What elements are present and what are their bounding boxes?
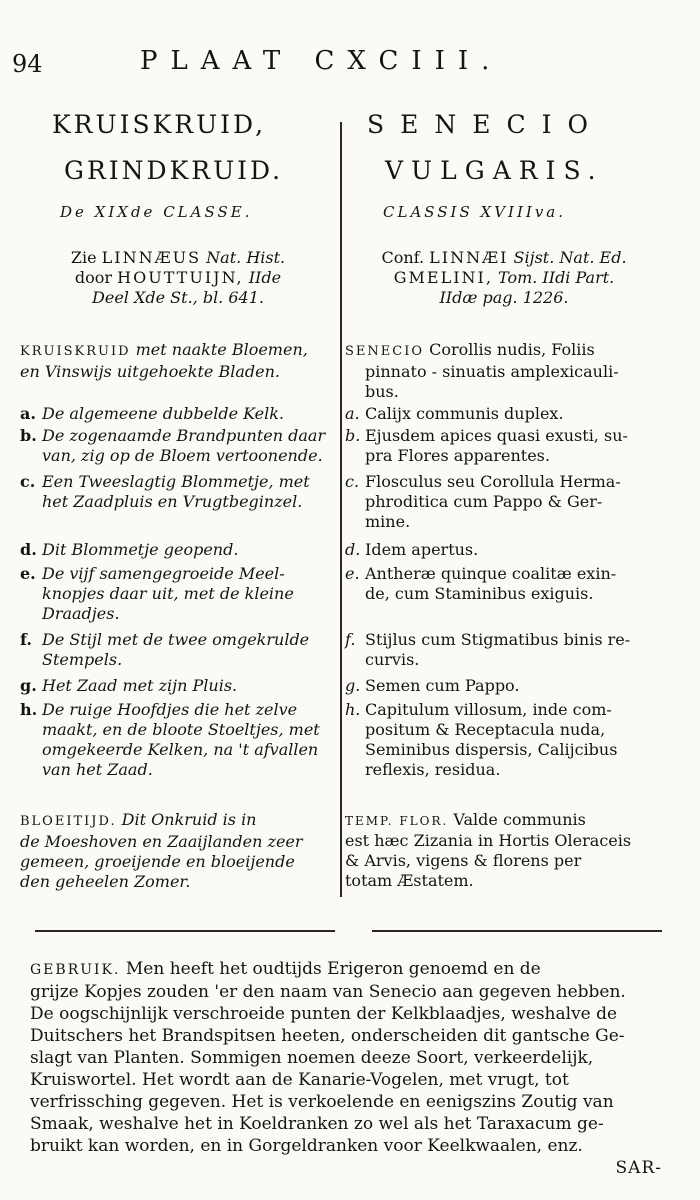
item-key: f.: [20, 630, 32, 649]
item-key: d.: [345, 540, 361, 559]
gebruik-line: Duitschers het Brandspitsen heeten, onderscheiden dit gantsche Ge-: [30, 1026, 625, 1046]
item-key: h.: [345, 700, 361, 719]
item-key: a.: [20, 404, 36, 423]
ref-part: Deel Xde St., bl. 641.: [92, 288, 264, 307]
bloeitijd-line: de Moeshoven en Zaaijlanden zeer: [20, 832, 303, 851]
temp-flor-label: TEMP. FLOR.: [345, 814, 449, 828]
temp-flor-line: Valde communis: [453, 810, 586, 829]
item-line: de, cum Staminibus exiguis.: [365, 584, 594, 603]
item-key: e.: [345, 564, 360, 583]
item-key: d.: [20, 540, 37, 559]
page-number: 94: [12, 50, 43, 78]
item-line: positum & Receptacula nuda,: [365, 720, 606, 739]
item-line: De Stijl met de twee omgekrulde: [42, 630, 310, 649]
section-rule-left: [35, 930, 335, 932]
bloeitijd-line: den geheelen Zomer.: [20, 872, 191, 891]
desc-label: SENECIO: [345, 344, 424, 359]
item-key: b.: [345, 426, 361, 445]
temp-flor-line: & Arvis, vigens & florens per: [345, 851, 582, 870]
latin-title-line2: VULGARIS.: [385, 156, 604, 185]
item-line: reflexis, residua.: [365, 760, 501, 779]
ref-translator: HOUTTUIJN,: [117, 268, 244, 287]
gebruik-line: bruikt kan worden, en in Gorgeldranken voor Keelkwaalen, enz.: [30, 1136, 583, 1156]
bloeitijd-line: Dit Onkruid is in: [121, 810, 257, 829]
ref-part: IIdæ pag. 1226.: [439, 288, 569, 307]
item-line: Stempels.: [42, 650, 123, 669]
item-line: Idem apertus.: [365, 540, 479, 559]
gebruik-line: De oogschijnlijk verschroeide punten der Kelkblaadjes, weshalve de: [30, 1004, 618, 1024]
dutch-classe: De XIXde CLASSE.: [60, 203, 253, 221]
item-key: b.: [20, 426, 37, 445]
item-line: De zogenaamde Brandpunten daar: [42, 426, 326, 445]
gebruik-line: Smaak, weshalve het in Koeldranken zo wel als het Taraxacum ge-: [30, 1114, 604, 1134]
ref-door: door: [74, 268, 113, 287]
desc-line2: pinnato - sinuatis amplexicauli-: [365, 362, 619, 381]
temp-flor-line: totam Æstatem.: [345, 871, 474, 890]
gebruik-line: Men heeft het oudtijds Erigeron genoemd en de: [125, 959, 541, 979]
item-key: c.: [20, 472, 36, 491]
dutch-bloeitijd: [20, 810, 303, 892]
gebruik-line: verfrissching gegeven. Het is verkoelende en eenigszins Zoutig van: [30, 1092, 614, 1112]
item-line: Stijlus cum Stigmatibus binis re-: [365, 630, 631, 649]
item-line: mine.: [365, 512, 411, 531]
dutch-title-line2: GRINDKRUID.: [64, 156, 284, 185]
latin-description: [345, 340, 619, 402]
item-key: g.: [345, 676, 361, 695]
temp-flor-line: est hæc Zizania in Hortis Oleraceis: [345, 831, 632, 850]
item-line: curvis.: [365, 650, 420, 669]
dutch-description: [20, 340, 308, 382]
item-line: knopjes daar uit, met de kleine: [42, 584, 294, 603]
item-line: van, zig op de Bloem vertoonende.: [42, 446, 323, 465]
item-line: Dit Blommetje geopend.: [42, 540, 239, 559]
bloeitijd-label: BLOEITIJD.: [20, 814, 117, 829]
item-key: h.: [20, 700, 38, 719]
column-divider: [340, 122, 342, 897]
gebruik-line: grijze Kopjes zouden 'er den naam van Senecio aan gegeven hebben.: [30, 982, 626, 1002]
item-line: maakt, en de bloote Stoeltjes, met: [42, 720, 320, 739]
item-line: het Zaadpluis en Vrugtbeginzel.: [42, 492, 303, 511]
latin-title-line1: SENECIO: [367, 110, 604, 139]
gebruik-line: Kruiswortel. Het wordt aan de Kanarie-Vogelen, met vrugt, tot: [30, 1070, 569, 1090]
desc-line2: en Vinswijs uitgehoekte Bladen.: [20, 362, 280, 381]
item-line: De ruige Hoofdjes die het zelve: [42, 700, 298, 719]
latin-classis: CLASSIS XVIIIva.: [383, 203, 566, 221]
desc-label: KRUISKRUID: [20, 344, 131, 359]
latin-reference: [345, 248, 663, 308]
item-key: e.: [20, 564, 36, 583]
item-line: Capitulum villosum, inde com-: [365, 700, 612, 719]
catchword: SAR-: [615, 1158, 662, 1178]
bloeitijd-line: gemeen, groeijende en bloeijende: [20, 852, 295, 871]
gebruik-line: slagt van Planten. Sommigen noemen deeze Soort, verkeerdelijk,: [30, 1048, 594, 1068]
item-key: f.: [345, 630, 356, 649]
item-line: van het Zaad.: [42, 760, 153, 779]
item-line: Een Tweeslagtig Blommetje, met: [42, 472, 310, 491]
ref-work: Sijst. Nat. Ed.: [513, 248, 627, 267]
item-line: Draadjes.: [42, 604, 120, 623]
item-key: c.: [345, 472, 360, 491]
item-line: Flosculus seu Corollula Herma-: [365, 472, 621, 491]
desc-line3: bus.: [365, 382, 399, 401]
gebruik-label: GEBRUIK.: [30, 962, 121, 978]
item-key: g.: [20, 676, 37, 695]
desc-line1: met naakte Bloemen,: [135, 340, 308, 359]
item-line: Antheræ quinque coalitæ exin-: [365, 564, 617, 583]
latin-temp-flor: [345, 810, 631, 891]
ref-conf: Conf.: [381, 248, 425, 267]
gebruik-paragraph: [30, 958, 670, 1157]
item-line: phroditica cum Pappo & Ger-: [365, 492, 603, 511]
item-line: Ejusdem apices quasi exusti, su-: [365, 426, 628, 445]
plate-title: PLAAT CXCIII.: [140, 46, 503, 76]
item-line: Calijx communis duplex.: [365, 404, 564, 423]
item-line: Semen cum Pappo.: [365, 676, 520, 695]
item-line: De algemeene dubbelde Kelk.: [42, 404, 285, 423]
dutch-reference: [20, 248, 336, 308]
ref-volume: Tom. IIdi Part.: [498, 268, 615, 287]
item-line: omgekeerde Kelken, na 't afvallen: [42, 740, 319, 759]
item-key: a.: [345, 404, 360, 423]
ref-volume: IIde: [248, 268, 282, 287]
desc-line1: Corollis nudis, Foliis: [429, 340, 595, 359]
ref-prefix: Zie: [70, 248, 97, 267]
item-line: Seminibus dispersis, Calijcibus: [365, 740, 618, 759]
item-line: pra Flores apparentes.: [365, 446, 550, 465]
section-rule-right: [372, 930, 662, 932]
ref-author: LINNÆUS: [101, 248, 202, 267]
item-line: Het Zaad met zijn Pluis.: [42, 676, 238, 695]
ref-work: Nat. Hist.: [206, 248, 286, 267]
ref-editor: GMELINI,: [393, 268, 493, 287]
ref-author: LINNÆI: [429, 248, 509, 267]
dutch-title-line1: KRUISKRUID,: [52, 110, 267, 139]
item-line: De vijf samengegroeide Meel-: [42, 564, 285, 583]
